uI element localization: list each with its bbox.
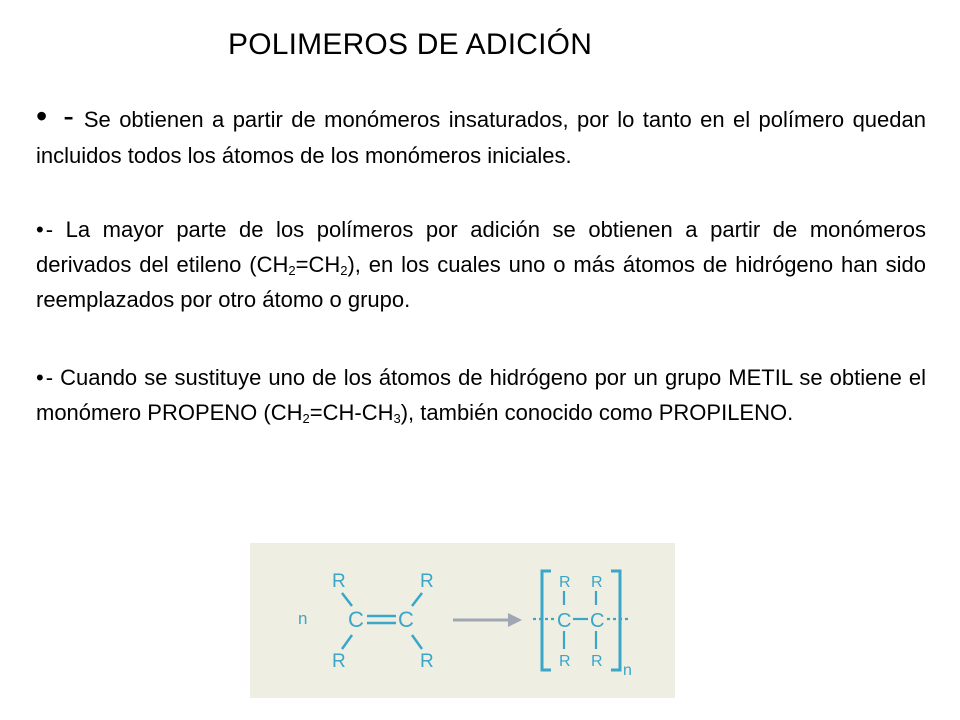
repeat-subscript-n: n — [623, 662, 632, 679]
reaction-arrow-icon — [453, 613, 522, 627]
dash-mark: - — [63, 98, 74, 134]
slide-title: POLIMEROS DE ADICIÓN — [228, 28, 593, 61]
bullet-icon: • — [36, 217, 44, 242]
subscript: 2 — [340, 263, 348, 278]
polymer-carbon-left: C — [557, 610, 572, 632]
paragraph-ethylene-derivatives — [36, 212, 926, 317]
paragraph-text-a: - Cuando se sustituye uno de los átomos de hidrógeno por un grupo METIL se obtiene el monómero PROPENO (CH — [36, 365, 926, 425]
polymer-carbon-right: C — [590, 610, 605, 632]
paragraph-text-c: ), en los cuales uno o más átomos de hidrógeno han sido reemplazados por otro átomo o grupo. — [36, 252, 926, 312]
substituent-r-top-right: R — [420, 571, 434, 592]
paragraph-text-a: - La mayor parte de los polímeros por adición se obtienen a partir de monómeros derivados del etileno (CH — [36, 217, 926, 277]
polymer-brackets — [542, 571, 620, 670]
subscript: 2 — [288, 263, 296, 278]
substituent-r-bottom-right: R — [420, 651, 434, 672]
carbon-right: C — [398, 607, 414, 632]
polymer-r-top-right: R — [591, 574, 603, 591]
paragraph-text: Se obtienen a partir de monómeros insaturados, por lo tanto en el polímero quedan incluidos todos los átomos de los monómeros iniciales. — [36, 107, 926, 168]
paragraph-text-b: =CH — [295, 252, 341, 277]
paragraph-text-c: ), también conocido como PROPILENO. — [400, 400, 794, 425]
subscript: 2 — [302, 411, 310, 426]
paragraph-text-b: =CH-CH — [309, 400, 394, 425]
polymer-r-bottom-right: R — [591, 653, 603, 670]
polymer-r-bottom-left: R — [559, 653, 571, 670]
polymerization-figure — [250, 543, 675, 698]
coefficient-n: n — [298, 609, 308, 628]
substituent-r-top-left: R — [332, 571, 346, 592]
polymer-bonds — [533, 591, 628, 649]
subscript: 3 — [393, 411, 401, 426]
bullet-icon: • — [36, 365, 44, 390]
paragraph-unsaturated-monomers — [36, 98, 926, 174]
carbon-left: C — [348, 607, 364, 632]
substituent-r-bottom-left: R — [332, 651, 346, 672]
bullet-icon: • — [36, 98, 48, 134]
polymerization-reaction-diagram — [250, 543, 675, 698]
polymer-r-top-left: R — [559, 574, 571, 591]
paragraph-propylene — [36, 360, 926, 430]
